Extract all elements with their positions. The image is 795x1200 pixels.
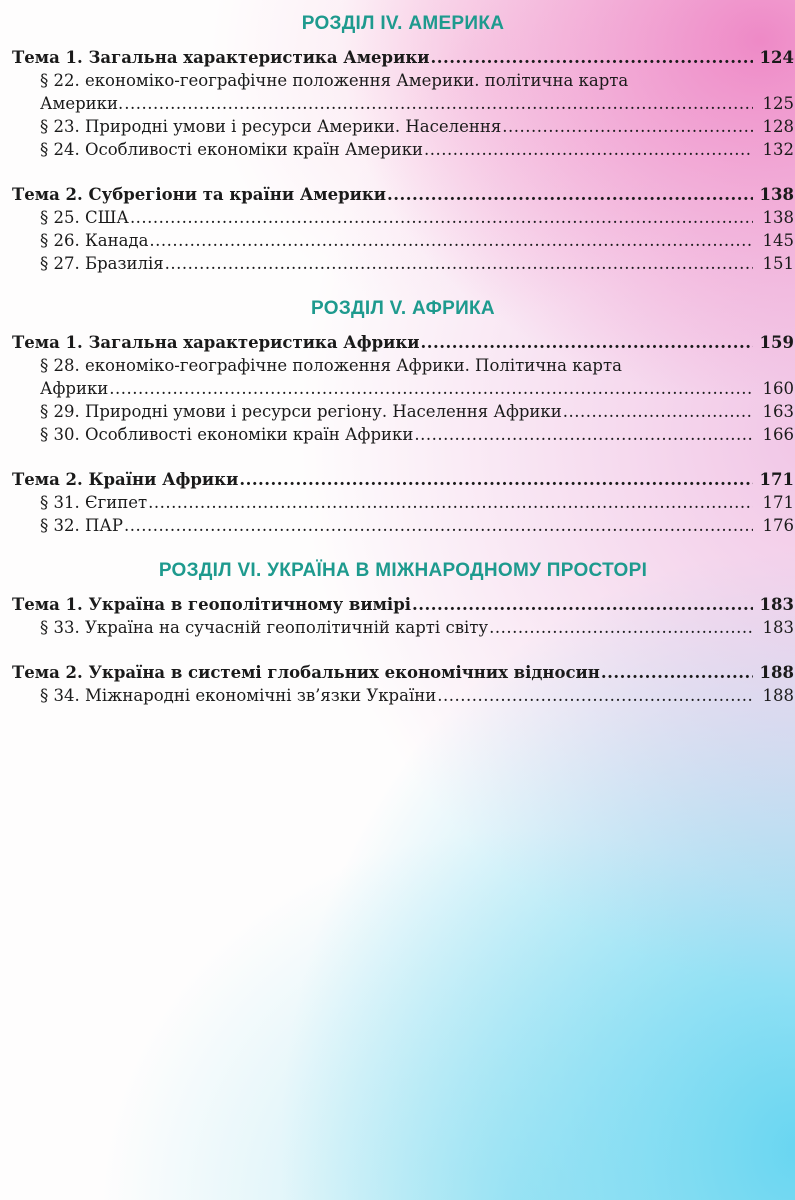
page-number: 124 [759, 48, 794, 67]
page-number: 183 [759, 595, 794, 614]
section-title-america: РОЗДІЛ IV. АМЕРИКА [301, 13, 505, 34]
page-number: 151 [762, 254, 794, 273]
page-number: 171 [759, 470, 794, 489]
paragraph-label-line1: § 28. економіко-географічне положення Африки. Політична карта [40, 356, 622, 375]
topic-label: Тема 2. Країни Африки [12, 470, 239, 489]
topic-entry[interactable] [12, 183, 794, 206]
paragraph-entry[interactable] [12, 514, 794, 537]
paragraph-entry[interactable] [12, 491, 794, 514]
topic-entry[interactable] [12, 468, 794, 491]
paragraph-label: § 33. Україна на сучасній геополітичній карті світу [40, 618, 489, 637]
topic-entry[interactable] [12, 46, 794, 69]
page-number: 188 [759, 663, 794, 682]
page-number: 171 [762, 493, 794, 512]
spacer [12, 446, 794, 468]
page-number: 183 [762, 618, 794, 637]
paragraph-label: § 31. Єгипет [40, 493, 148, 512]
dot-leader [502, 115, 753, 138]
paragraph-label: § 23. Природні умови і ресурси Америки. Населення [40, 117, 502, 136]
page-number: 128 [762, 117, 794, 136]
dot-leader [239, 468, 753, 491]
paragraph-entry[interactable] [12, 616, 794, 639]
page-number: 176 [762, 516, 794, 535]
paragraph-label: § 30. Особливості економіки країн Африки [40, 425, 414, 444]
dot-leader [601, 661, 753, 684]
spacer [12, 639, 794, 661]
paragraph-entry[interactable] [12, 92, 794, 115]
paragraph-entry[interactable] [12, 400, 794, 423]
section-title-africa: РОЗДІЛ V. АФРИКА [311, 298, 495, 319]
topic-label: Тема 2. Субрегіони та країни Америки [12, 185, 387, 204]
paragraph-label-line1: § 22. економіко-географічне положення Америки. політична карта [40, 71, 629, 90]
page-number: 188 [762, 686, 794, 705]
dot-leader [437, 684, 753, 707]
paragraph-label: § 24. Особливості економіки країн Америки [40, 140, 424, 159]
paragraph-label: § 29. Природні умови і ресурси регіону. Населення Африки [40, 402, 562, 421]
dot-leader [424, 138, 753, 161]
paragraph-entry[interactable] [12, 377, 794, 400]
spacer [12, 161, 794, 183]
topic-label: Тема 2. Україна в системі глобальних економічних відносин [12, 663, 600, 682]
paragraph-label: § 25. США [40, 208, 129, 227]
paragraph-entry[interactable] [12, 229, 794, 252]
paragraph-label: § 34. Міжнародні економічні зв’язки України [40, 686, 437, 705]
dot-leader [148, 491, 753, 514]
paragraph-entry[interactable] [12, 252, 794, 275]
dot-leader [563, 400, 753, 423]
dot-leader [387, 183, 753, 206]
paragraph-label: § 27. Бразилія [40, 254, 164, 273]
paragraph-label: Америки. [40, 94, 124, 113]
page-number: 138 [759, 185, 794, 204]
dot-leader [412, 593, 753, 616]
dot-leader [165, 252, 753, 275]
dot-leader [130, 206, 753, 229]
topic-label: Тема 1. Загальна характеристика Африки [12, 333, 420, 352]
dot-leader [421, 331, 753, 354]
dot-leader [430, 46, 753, 69]
topic-label: Тема 1. Загальна характеристика Америки [12, 48, 430, 67]
paragraph-label: § 26. Канада [40, 231, 149, 250]
dot-leader [489, 616, 753, 639]
paragraph-entry[interactable] [12, 423, 794, 446]
paragraph-label: § 32. ПАР [40, 516, 123, 535]
page-number: 166 [762, 425, 794, 444]
page-number: 160 [762, 379, 794, 398]
topic-entry[interactable] [12, 593, 794, 616]
page-number: 159 [759, 333, 794, 352]
page-number: 138 [762, 208, 794, 227]
page-number: 163 [762, 402, 794, 421]
paragraph-entry[interactable] [12, 138, 794, 161]
page-number: 145 [762, 231, 794, 250]
topic-entry[interactable] [12, 331, 794, 354]
topic-entry[interactable] [12, 661, 794, 684]
dot-leader [124, 514, 753, 537]
page-number: 132 [762, 140, 794, 159]
section-title-ukraine: РОЗДІЛ VI. УКРАЇНА В МІЖНАРОДНОМУ ПРОСТОРІ [158, 560, 648, 581]
table-of-contents [12, 8, 794, 707]
paragraph-entry[interactable] [12, 206, 794, 229]
dot-leader [109, 377, 753, 400]
paragraph-entry[interactable] [12, 115, 794, 138]
dot-leader [414, 423, 753, 446]
paragraph-entry[interactable] [12, 684, 794, 707]
paragraph-label: Африки [40, 379, 109, 398]
dot-leader [149, 229, 753, 252]
page-number: 125 [762, 94, 794, 113]
topic-label: Тема 1. Україна в геополітичному вимірі [12, 595, 412, 614]
dot-leader [124, 92, 753, 115]
